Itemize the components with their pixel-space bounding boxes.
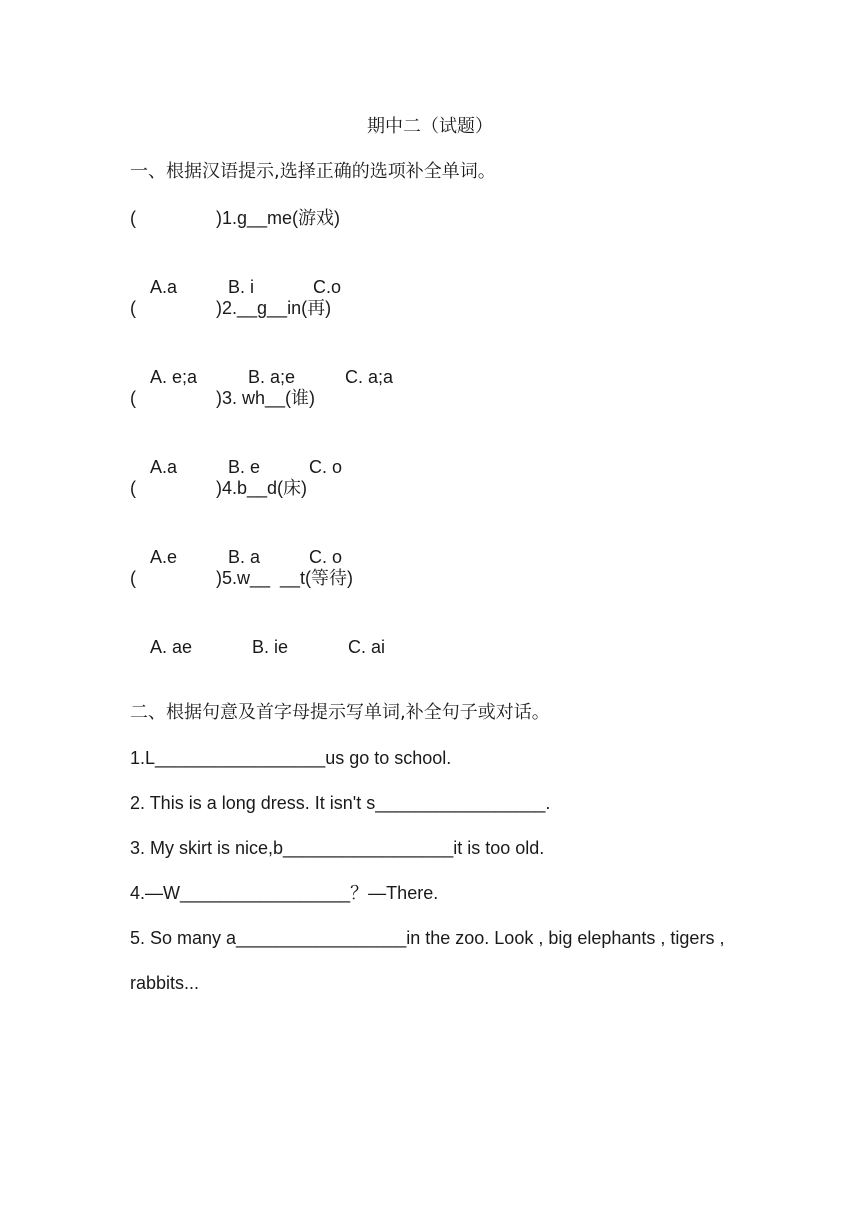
section1-heading: 一、根据汉语提示,选择正确的选项补全单词。	[130, 161, 496, 182]
fill-item-5-continued: rabbits...	[130, 973, 200, 993]
option-a: A.a	[150, 277, 178, 297]
option-b: B. a	[228, 547, 261, 567]
question-3-stem: ( )3. wh__(谁)	[130, 388, 316, 408]
option-c: C. a;a	[345, 367, 394, 387]
option-a: A. e;a	[150, 367, 198, 387]
page-title: 期中二（试题）	[367, 116, 493, 137]
section2-heading: 二、根据句意及首字母提示写单词,补全句子或对话。	[130, 702, 550, 723]
fill-item-5: 5. So many a_________________in the zoo. Look , big elephants , tigers ,	[130, 928, 725, 948]
option-b: B. ie	[252, 637, 289, 657]
fill-item-4: 4.—W_________________？—There.	[130, 883, 439, 903]
question-5-options	[130, 611, 385, 683]
option-a: A.e	[150, 547, 178, 567]
option-b: B. a;e	[248, 367, 296, 387]
option-c: C. o	[309, 457, 343, 477]
option-b: B. e	[228, 457, 261, 477]
option-b: B. i	[228, 277, 255, 297]
question-4-stem: ( )4.b__d(床)	[130, 478, 308, 498]
question-5-stem: ( )5.w__ __t(等待)	[130, 568, 354, 588]
option-a: A.a	[150, 457, 178, 477]
fill-item-2: 2. This is a long dress. It isn't s_________________.	[130, 793, 551, 813]
fill-item-3: 3. My skirt is nice,b_________________it is too old.	[130, 838, 545, 858]
fill-item-1: 1.L_________________us go to school.	[130, 748, 452, 768]
option-c: C.o	[313, 277, 342, 297]
option-c: C. ai	[348, 637, 386, 657]
option-c: C. o	[309, 547, 343, 567]
option-a: A. ae	[150, 637, 193, 657]
question-1-stem: ( )1.g__me(游戏)	[130, 208, 341, 228]
question-2-stem: ( )2.__g__in(再)	[130, 298, 332, 318]
